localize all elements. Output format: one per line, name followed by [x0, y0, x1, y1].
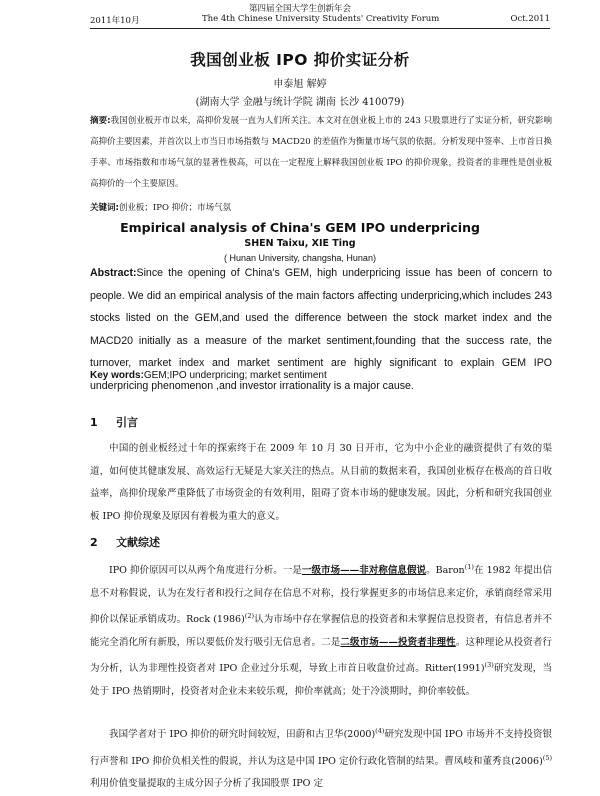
emphasis-asymmetric-info: 一级市场——非对称信息假说 [301, 565, 427, 577]
running-header-forum-en: The 4th Chinese University Students' Creativity Forum [202, 14, 440, 24]
affiliation-cn: (湖南大学 金融与统计学院 湖南 长沙 410079) [195, 97, 405, 108]
text-run: 我国学者对于 IPO 抑价的研究时间较短，田蔚和古卫华(2000) [109, 729, 376, 741]
running-header-date-en: Oct.2011 [510, 14, 550, 24]
citation-ref: (4) [375, 727, 385, 735]
section-2-title: 文献综述 [116, 536, 160, 549]
keywords-en [90, 370, 552, 381]
text-run: 在 1982 年提出信息不对称假说，认为在发行者和投行之间存在信息不对称，投行掌握更多的市场信息来定价，承销商经常采用抑价以保证承销成功。Rock (1986) [90, 565, 552, 626]
citation-ref: (2) [244, 612, 255, 621]
abstract-cn-label: 摘要: [90, 116, 111, 126]
keywords-en-text: GEM;IPO underpricing; market sentiment [143, 370, 327, 381]
section-2-paragraph-1 [90, 556, 552, 703]
paper-title-cn: 我国创业板 IPO 抑价实证分析 [190, 51, 410, 69]
emphasis-investor-irrationality: 二级市场——投资者非理性 [340, 636, 456, 648]
text-run: 研究发现，当处于 IPO 热销期时，投资者对企业未来较乐观，抑价率就高；处于冷淡期时，抑价率较低。 [90, 663, 552, 697]
abstract-en-text: Since the opening of China's GEM, high underpricing issue has been of concern to people. We did an empirical analysis of the main factors affecting underpricing,which includes 243 stocks listed on the GEM,and used the difference between the stock market index and the MACD20 initially as a measure of the market sentiment,founding that the success rate, the turnover, market index and market sentiment are highly significant to explain GEM IPO underpricing phenomenon ,and investor irrationality is a major cause. [90, 267, 552, 392]
abstract-cn-text: 我国创业板开市以来，高抑价发展一直为人们所关注。本文对在创业板上市的 243 只股票进行了实证分析，研究影响高抑价主要因素，并首次以上市当日市场指数与 MACD20 的差值作为衡量市场气氛的依据。分析发现中签率、上市首日换手率、市场指数和市场气氛的显著性极高，可以在一定程度上解释我国创业板 IPO 的抑价现象，投资者的非理性是创业板高抑价的一个主要原因。 [90, 116, 552, 189]
keywords-en-label: Key words: [90, 370, 144, 381]
keywords-cn-label: 关键词: [90, 203, 119, 213]
section-1-heading [90, 414, 138, 430]
section-2-paragraph-2 [90, 720, 552, 796]
section-1-title: 引言 [116, 416, 138, 429]
abstract-en-label: Abstract: [90, 267, 137, 279]
text-run: 。Baron [426, 565, 465, 577]
abstract-cn [90, 111, 552, 195]
header-rule [90, 28, 550, 29]
citation-ref: (3) [484, 661, 494, 670]
keywords-cn-text: 创业板；IPO 抑价；市场气氛 [118, 203, 232, 213]
authors-cn: 申泰旭 解婷 [273, 79, 327, 90]
keywords-cn [90, 201, 552, 213]
citation-ref: (1) [464, 563, 474, 571]
affiliation-en: ( Hunan University, changsha, Hunan) [224, 253, 376, 263]
text-run: 认为市场中存在掌握信息的投资者和未掌握信息投资者，有信息者并不能完全消化所有新股，所以要低价发行吸引无信息者。二是 [90, 614, 552, 648]
text-run: IPO 抑价原因可以从两个角度进行分析。一是 [109, 565, 302, 577]
paper-title-en: Empirical analysis of China's GEM IPO underpricing [120, 220, 480, 235]
section-1-number: 1 [90, 416, 98, 429]
running-header-date-cn: 2011年10月 [90, 16, 140, 26]
text-run: 。这种理论从投资者行为分析，认为非理性投资者对 IPO 企业过分乐观，导致上市首日收盘价过高。Ritter(1991) [90, 636, 552, 675]
authors-en: SHEN Taixu, XIE Ting [244, 238, 356, 249]
section-2-number: 2 [90, 536, 98, 549]
text-run: 研究发现中国 IPO 市场并不支持投资银行声誉和 IPO 抑价负相关性的假说，并认为这是中国 IPO 定价行政化管制的结果。曹凤岐和董秀良(2006) [90, 729, 552, 767]
citation-ref: (5) [542, 753, 552, 762]
running-header-conference: 第四届全国大学生创新年会 [248, 4, 351, 14]
section-2-heading [90, 534, 160, 550]
text-run: 利用价值变量提取的主成分因子分析了我国股票 IPO 定 [90, 778, 323, 790]
section-1-paragraph: 中国的创业板经过十年的探索终于在 2009 年 10 月 30 日开市，它为中小企业的融资提供了有效的渠道，如何使其健康发展、高效运行无疑是大家关注的热点。从目前的数据来看，我国创业板存在极高的首日收益率，高抑价现象严重降低了市场资金的有效利用，阻碍了资本市场的健康发展。因此，分析和研究我国创业板 IPO 抑价现象及原因有着极为重大的意义。 [90, 443, 552, 522]
